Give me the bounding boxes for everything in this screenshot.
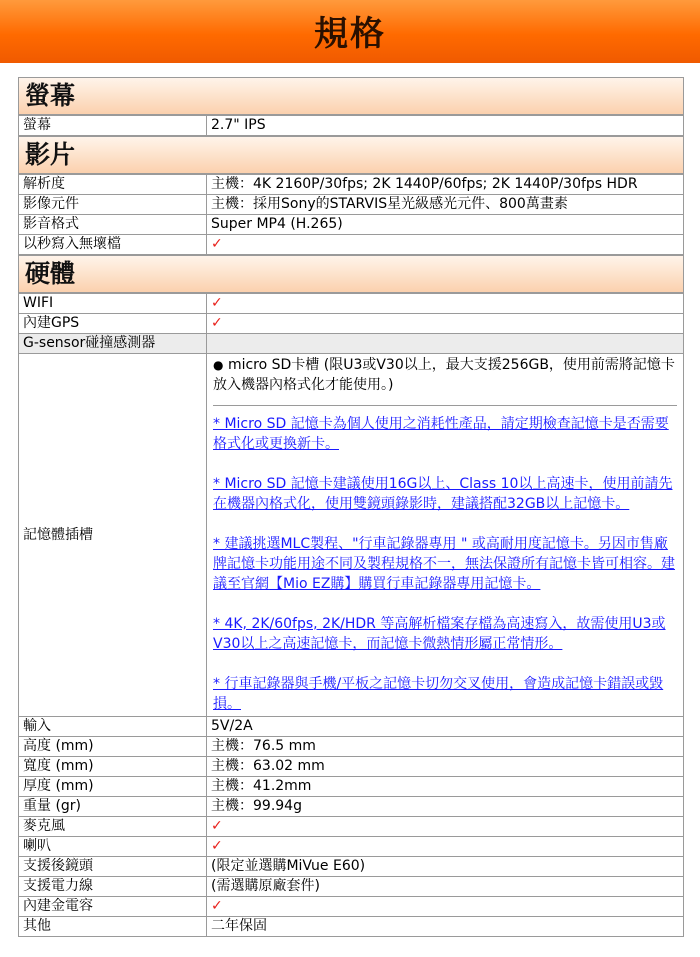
spec-label: G-sensor碰撞感測器 bbox=[19, 334, 207, 354]
spec-label: 以秒寫入無壞檔 bbox=[19, 235, 207, 255]
spec-label: 喇叭 bbox=[19, 837, 207, 857]
spec-label: WIFI bbox=[19, 294, 207, 314]
spec-label: 麥克風 bbox=[19, 817, 207, 837]
memory-slot-main-text: micro SD卡槽 (限U3或V30以上，最大支援256GB，使用前需將記憶卡放入機器內格式化才能使用。) bbox=[213, 357, 675, 393]
table-row bbox=[19, 817, 684, 837]
spec-label: 其他 bbox=[19, 917, 207, 937]
memory-card-note-link[interactable]: * 行車記錄器與手機/平板之記憶卡切勿交叉使用，會造成記憶卡錯誤或毀損。 bbox=[213, 676, 664, 712]
spec-value: Super MP4 (H.265) bbox=[207, 215, 684, 235]
table-row bbox=[19, 116, 684, 136]
table-row bbox=[19, 175, 684, 195]
section-heading-video: 影片 bbox=[18, 136, 684, 174]
spec-label: 記憶體插槽 bbox=[19, 354, 207, 717]
spec-value: 主機：76.5 mm bbox=[207, 737, 684, 757]
spec-label: 內建GPS bbox=[19, 314, 207, 334]
memory-card-note-link[interactable]: * Micro SD 記憶卡為個人使用之消耗性產品，請定期檢查記憶卡是否需要格式化或更換新卡。 bbox=[213, 416, 669, 452]
table-row bbox=[19, 195, 684, 215]
table-row bbox=[19, 917, 684, 937]
table-row bbox=[19, 294, 684, 314]
table-row bbox=[19, 757, 684, 777]
table-row bbox=[19, 777, 684, 797]
spec-value: 主機：63.02 mm bbox=[207, 757, 684, 777]
spec-label: 解析度 bbox=[19, 175, 207, 195]
section-heading-screen: 螢幕 bbox=[18, 77, 684, 115]
memory-card-notes bbox=[213, 405, 677, 714]
spec-label: 螢幕 bbox=[19, 116, 207, 136]
spec-label: 影音格式 bbox=[19, 215, 207, 235]
table-row bbox=[19, 897, 684, 917]
table-row bbox=[19, 215, 684, 235]
spec-value: (限定並選購MiVue E60) bbox=[207, 857, 684, 877]
check-mark-icon: ✓ bbox=[207, 897, 684, 917]
check-mark-icon: ✓ bbox=[207, 235, 684, 255]
table-row bbox=[19, 797, 684, 817]
spec-label: 寬度 (mm) bbox=[19, 757, 207, 777]
memory-card-note-link[interactable]: * Micro SD 記憶卡建議使用16G以上、Class 10以上高速卡，使用前請先在機器內格式化，使用雙鏡頭錄影時，建議搭配32GB以上記憶卡。 bbox=[213, 476, 673, 512]
check-mark-icon: ✓ bbox=[207, 817, 684, 837]
bullet-icon: ● bbox=[213, 358, 224, 372]
memory-slot-details bbox=[207, 354, 684, 717]
spec-label: 重量 (gr) bbox=[19, 797, 207, 817]
spec-table-hardware bbox=[18, 293, 684, 937]
spec-value: 主機：99.94g bbox=[207, 797, 684, 817]
spec-value: 主機：41.2mm bbox=[207, 777, 684, 797]
table-row bbox=[19, 235, 684, 255]
spec-value: 5V/2A bbox=[207, 717, 684, 737]
section-heading-hardware: 硬體 bbox=[18, 255, 684, 293]
table-row bbox=[19, 837, 684, 857]
page-title: 規格 bbox=[314, 14, 386, 54]
spec-value: 主機：採用Sony的STARVIS星光級感光元件、800萬畫素 bbox=[207, 195, 684, 215]
memory-card-note-link[interactable]: * 4K, 2K/60fps, 2K/HDR 等高解析檔案存檔為高速寫入，故需使用U3或V30以上之高速記憶卡，而記憶卡微熱情形屬正常情形。 bbox=[213, 616, 666, 652]
memory-card-note-link[interactable]: * 建議挑選MLC製程、"行車記錄器專用 " 或高耐用度記憶卡。另因市售廠牌記憶卡功能用途不同及製程規格不一，無法保證所有記憶卡皆可相容。建議至官網【Mio EZ購】購買行車記錄器專用記憶卡。 bbox=[213, 536, 675, 592]
table-row bbox=[19, 314, 684, 334]
spec-value: 主機：4K 2160P/30fps; 2K 1440P/60fps; 2K 1440P/30fps HDR bbox=[207, 175, 684, 195]
spec-value: 二年保固 bbox=[207, 917, 684, 937]
table-row bbox=[19, 334, 684, 354]
table-row bbox=[19, 717, 684, 737]
memory-slot-main bbox=[213, 355, 677, 395]
spec-label: 厚度 (mm) bbox=[19, 777, 207, 797]
check-mark-icon: ✓ bbox=[207, 294, 684, 314]
table-row-memory-slot bbox=[19, 354, 684, 717]
spec-value bbox=[207, 334, 684, 354]
check-mark-icon: ✓ bbox=[207, 837, 684, 857]
spec-label: 支援電力線 bbox=[19, 877, 207, 897]
title-banner bbox=[0, 0, 700, 63]
table-row bbox=[19, 877, 684, 897]
spec-label: 內建金電容 bbox=[19, 897, 207, 917]
spec-value: 2.7" IPS bbox=[207, 116, 684, 136]
table-row bbox=[19, 737, 684, 757]
table-row bbox=[19, 857, 684, 877]
spec-label: 支援後鏡頭 bbox=[19, 857, 207, 877]
spec-table-video bbox=[18, 174, 684, 255]
spec-table-screen bbox=[18, 115, 684, 136]
check-mark-icon: ✓ bbox=[207, 314, 684, 334]
spec-label: 輸入 bbox=[19, 717, 207, 737]
spec-sheet bbox=[18, 77, 684, 937]
spec-label: 影像元件 bbox=[19, 195, 207, 215]
spec-value: (需選購原廠套件) bbox=[207, 877, 684, 897]
spec-label: 高度 (mm) bbox=[19, 737, 207, 757]
